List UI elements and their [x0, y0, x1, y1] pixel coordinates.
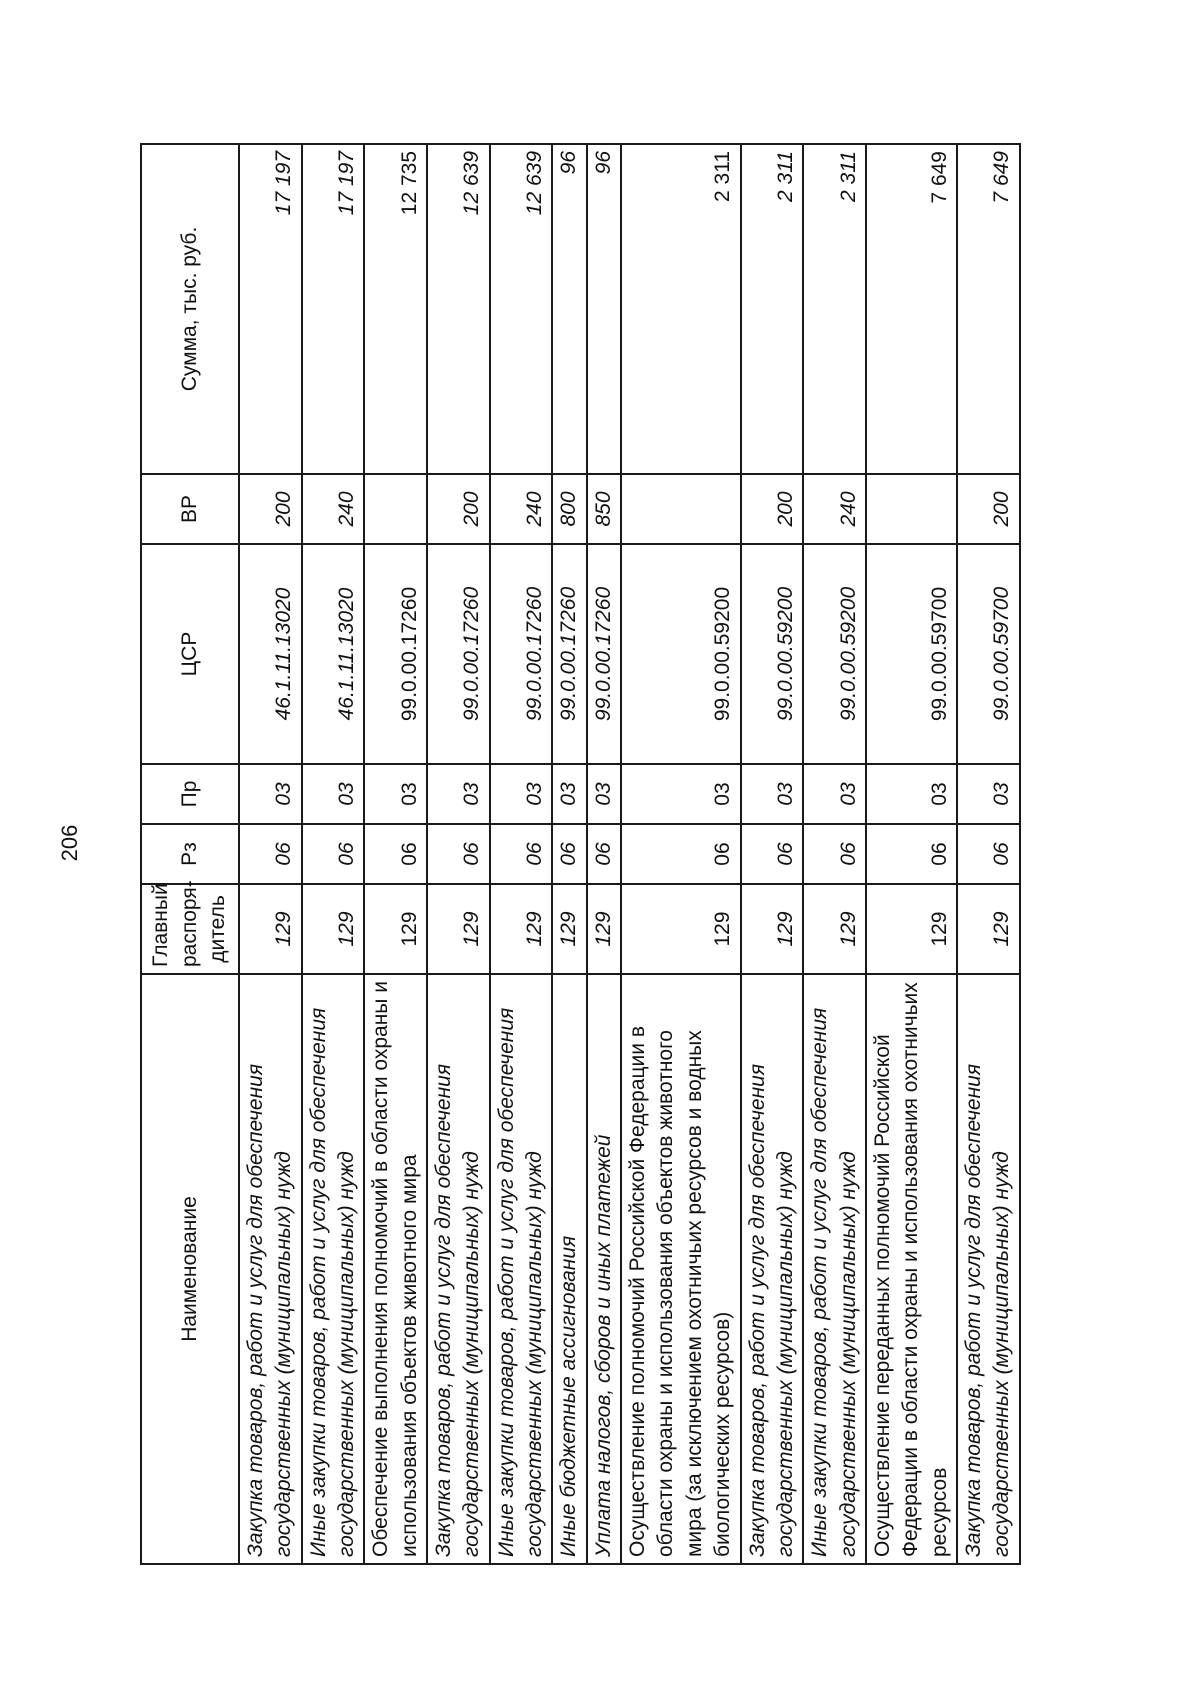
cell-chief-manager: 129 — [490, 884, 553, 974]
cell-name: Закупка товаров, работ и услуг для обеспечения государственных (муниципальных) нужд — [427, 974, 490, 1564]
cell-pr: 03 — [239, 764, 302, 824]
cell-chief-manager: 129 — [957, 884, 1020, 974]
cell-rz: 06 — [552, 824, 586, 884]
table-row — [490, 144, 553, 1564]
page-number: 206 — [57, 824, 82, 862]
cell-sum: 7 649 — [866, 144, 957, 474]
table-row — [552, 144, 586, 1564]
cell-chief-manager: 129 — [239, 884, 302, 974]
cell-sum: 17 197 — [239, 144, 302, 474]
cell-rz: 06 — [239, 824, 302, 884]
header-csr: ЦСР — [141, 544, 239, 764]
cell-sum: 17 197 — [302, 144, 365, 474]
cell-rz: 06 — [364, 824, 427, 884]
budget-table-container — [140, 145, 1020, 1565]
cell-name: Обеспечение выполнения полномочий в области охраны и использования объектов животного мира — [364, 974, 427, 1564]
cell-rz: 06 — [302, 824, 365, 884]
table-row — [302, 144, 365, 1564]
cell-sum: 12 639 — [490, 144, 553, 474]
cell-pr: 03 — [866, 764, 957, 824]
cell-csr: 99.0.00.59200 — [803, 544, 866, 764]
table-row — [239, 144, 302, 1564]
cell-sum: 2 311 — [621, 144, 740, 474]
cell-sum: 96 — [587, 144, 621, 474]
cell-sum: 2 311 — [803, 144, 866, 474]
cell-pr: 03 — [364, 764, 427, 824]
cell-pr: 03 — [957, 764, 1020, 824]
cell-chief-manager: 129 — [364, 884, 427, 974]
cell-vr: 200 — [957, 474, 1020, 544]
cell-rz: 06 — [803, 824, 866, 884]
cell-chief-manager: 129 — [587, 884, 621, 974]
cell-csr: 99.0.00.59700 — [866, 544, 957, 764]
cell-pr: 03 — [741, 764, 804, 824]
cell-csr: 99.0.00.17260 — [427, 544, 490, 764]
cell-vr: 240 — [490, 474, 553, 544]
cell-chief-manager: 129 — [552, 884, 586, 974]
cell-pr: 03 — [302, 764, 365, 824]
cell-name: Закупка товаров, работ и услуг для обеспечения государственных (муниципальных) нужд — [741, 974, 804, 1564]
table-row — [621, 144, 740, 1564]
cell-vr: 800 — [552, 474, 586, 544]
header-pr: Пр — [141, 764, 239, 824]
budget-table — [140, 143, 1021, 1565]
cell-name: Закупка товаров, работ и услуг для обеспечения государственных (муниципальных) нужд — [957, 974, 1020, 1564]
cell-chief-manager: 129 — [427, 884, 490, 974]
cell-pr: 03 — [490, 764, 553, 824]
cell-name: Иные закупки товаров, работ и услуг для обеспечения государственных (муниципальных) нужд — [490, 974, 553, 1564]
cell-csr: 99.0.00.17260 — [490, 544, 553, 764]
header-sum: Сумма, тыс. руб. — [141, 144, 239, 474]
header-rz: Рз — [141, 824, 239, 884]
table-header — [141, 144, 239, 1564]
table-body — [239, 144, 1020, 1564]
cell-vr — [364, 474, 427, 544]
table-row — [587, 144, 621, 1564]
cell-pr: 03 — [587, 764, 621, 824]
cell-rz: 06 — [957, 824, 1020, 884]
cell-name: Осуществление полномочий Российской Федерации в области охраны и использования объектов животного мира (за исключением охотничьих ресурсов и водных биологических ресурсов) — [621, 974, 740, 1564]
cell-chief-manager: 129 — [803, 884, 866, 974]
cell-csr: 99.0.00.59700 — [957, 544, 1020, 764]
cell-vr: 240 — [302, 474, 365, 544]
header-name: Наименование — [141, 974, 239, 1564]
cell-pr: 03 — [427, 764, 490, 824]
cell-rz: 06 — [866, 824, 957, 884]
cell-name: Закупка товаров, работ и услуг для обеспечения государственных (муниципальных) нужд — [239, 974, 302, 1564]
cell-csr: 46.1.11.13020 — [239, 544, 302, 764]
cell-chief-manager: 129 — [302, 884, 365, 974]
cell-sum: 7 649 — [957, 144, 1020, 474]
cell-csr: 99.0.00.59200 — [741, 544, 804, 764]
cell-chief-manager: 129 — [866, 884, 957, 974]
cell-chief-manager: 129 — [621, 884, 740, 974]
cell-vr — [621, 474, 740, 544]
cell-rz: 06 — [427, 824, 490, 884]
cell-name: Иные бюджетные ассигнования — [552, 974, 586, 1564]
table-row — [741, 144, 804, 1564]
cell-pr: 03 — [552, 764, 586, 824]
cell-csr: 99.0.00.17260 — [364, 544, 427, 764]
cell-sum: 2 311 — [741, 144, 804, 474]
cell-rz: 06 — [587, 824, 621, 884]
cell-sum: 12 735 — [364, 144, 427, 474]
cell-vr: 200 — [741, 474, 804, 544]
table-row — [803, 144, 866, 1564]
cell-vr: 240 — [803, 474, 866, 544]
cell-csr: 99.0.00.17260 — [552, 544, 586, 764]
cell-sum: 96 — [552, 144, 586, 474]
header-chief-manager: Главный распоря-дитель — [141, 884, 239, 974]
cell-vr: 200 — [239, 474, 302, 544]
header-vr: ВР — [141, 474, 239, 544]
cell-csr: 46.1.11.13020 — [302, 544, 365, 764]
table-row — [364, 144, 427, 1564]
cell-name: Иные закупки товаров, работ и услуг для обеспечения государственных (муниципальных) нужд — [302, 974, 365, 1564]
cell-vr — [866, 474, 957, 544]
cell-name: Осуществление переданных полномочий Российской Федерации в области охраны и использования охотничьих ресурсов — [866, 974, 957, 1564]
cell-pr: 03 — [803, 764, 866, 824]
cell-rz: 06 — [741, 824, 804, 884]
cell-csr: 99.0.00.59200 — [621, 544, 740, 764]
cell-pr: 03 — [621, 764, 740, 824]
cell-vr: 200 — [427, 474, 490, 544]
cell-name: Уплата налогов, сборов и иных платежей — [587, 974, 621, 1564]
cell-csr: 99.0.00.17260 — [587, 544, 621, 764]
cell-sum: 12 639 — [427, 144, 490, 474]
cell-rz: 06 — [621, 824, 740, 884]
header-row — [141, 144, 239, 1564]
table-row — [957, 144, 1020, 1564]
cell-chief-manager: 129 — [741, 884, 804, 974]
cell-vr: 850 — [587, 474, 621, 544]
table-row — [866, 144, 957, 1564]
table-row — [427, 144, 490, 1564]
cell-name: Иные закупки товаров, работ и услуг для обеспечения государственных (муниципальных) нужд — [803, 974, 866, 1564]
cell-rz: 06 — [490, 824, 553, 884]
